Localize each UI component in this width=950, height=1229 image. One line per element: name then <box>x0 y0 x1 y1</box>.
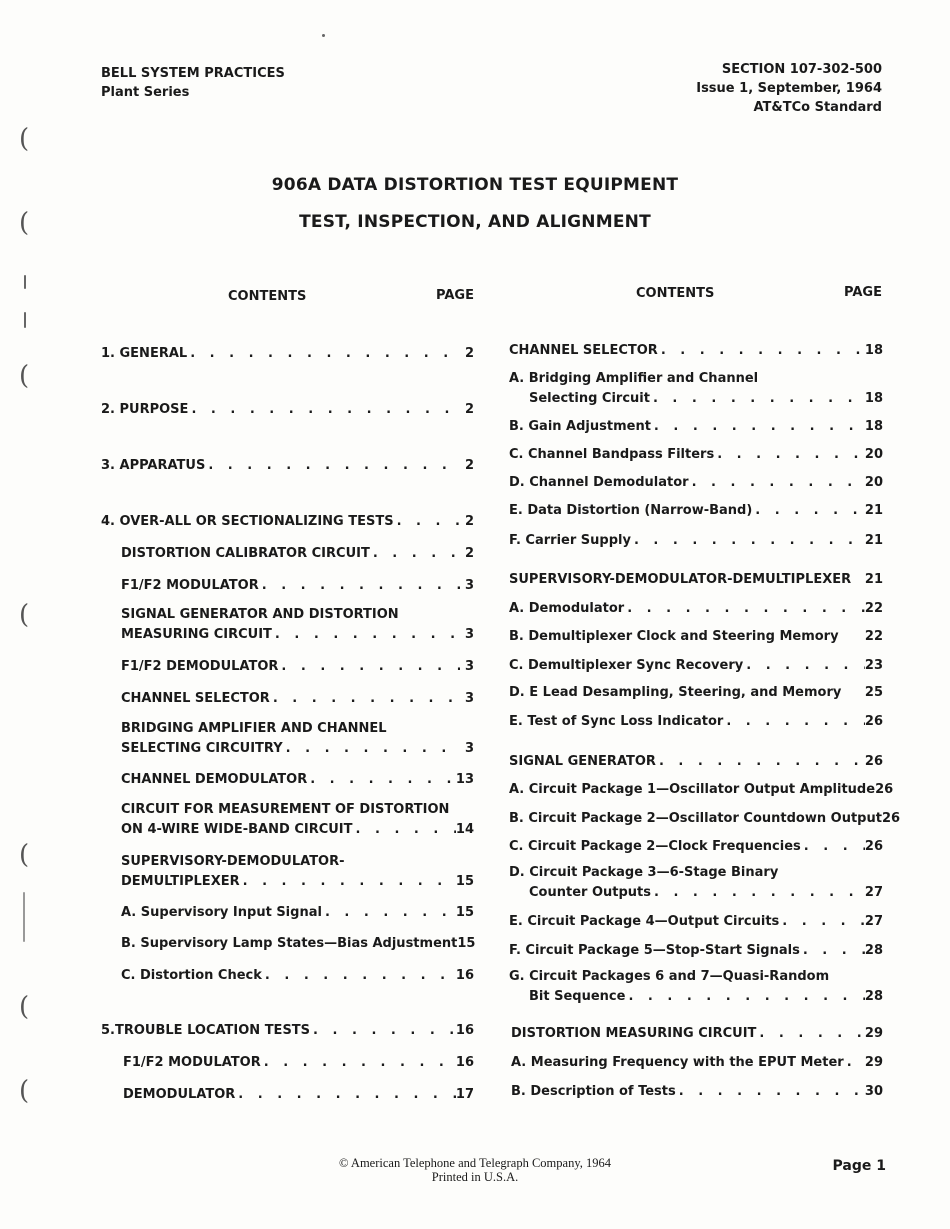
toc-entry-label: C. Demultiplexer Sync Recovery <box>509 658 744 673</box>
toc-entry <box>509 941 883 961</box>
toc-entry-row <box>121 872 474 892</box>
toc-entry-row <box>509 445 883 465</box>
toc-entry-page-number: 21 <box>864 503 883 518</box>
toc-entry-row <box>121 739 474 759</box>
toc-entry-page-number: 26 <box>864 839 883 854</box>
toc-entry-page-number: 28 <box>864 943 883 958</box>
toc-entry <box>509 809 901 829</box>
toc-entry <box>509 341 883 361</box>
toc-leader-dots <box>261 1053 456 1073</box>
toc-entry-label: B. Circuit Package 2—Oscillator Countdown Output <box>509 811 882 826</box>
toc-leader-dots <box>270 689 460 709</box>
toc-entry-row <box>121 689 474 709</box>
toc-entry <box>101 800 474 840</box>
toc-entry-row <box>121 544 474 564</box>
binding-hole-mark: ( <box>19 361 30 391</box>
toc-entry <box>509 912 883 932</box>
toc-leader-dots <box>752 501 865 521</box>
toc-entry <box>509 417 883 437</box>
toc-leader-dots <box>650 389 865 409</box>
toc-entry-label: E. Test of Sync Loss Indicator <box>509 714 724 729</box>
toc-entry-label: C. Circuit Package 2—Clock Frequencies <box>509 839 801 854</box>
toc-entry-page-number: 3 <box>464 627 474 642</box>
toc-entry-row <box>509 712 883 732</box>
toc-entry <box>101 903 474 923</box>
left-page-heading: PAGE <box>436 288 474 303</box>
section-number: SECTION 107-302-500 <box>721 62 882 77</box>
toc-entry-label: Selecting Circuit <box>529 391 650 406</box>
toc-entry-label: F. Circuit Package 5—Stop-Start Signals <box>509 943 800 958</box>
toc-entry <box>101 966 474 986</box>
toc-entry-label: C. Distortion Check <box>121 968 262 983</box>
toc-entry-page-number: 20 <box>864 447 883 462</box>
scan-speck <box>23 892 25 942</box>
toc-entry <box>101 719 474 759</box>
toc-entry-label: SIGNAL GENERATOR <box>509 754 656 769</box>
toc-leader-dots <box>240 872 456 892</box>
toc-entry-label: F1/F2 MODULATOR <box>123 1055 261 1070</box>
toc-entry-row <box>101 344 474 364</box>
toc-entry-page-number: 29 <box>864 1026 883 1041</box>
toc-entry-title-line: CIRCUIT FOR MEASUREMENT OF DISTORTION <box>121 802 450 817</box>
toc-entry-page-number: 23 <box>864 658 883 673</box>
toc-entry <box>509 599 883 619</box>
toc-leader-dots <box>205 456 460 476</box>
binding-hole-mark: ( <box>19 840 30 870</box>
toc-leader-dots <box>235 1085 456 1105</box>
toc-entry-label: CHANNEL SELECTOR <box>509 343 658 358</box>
toc-entry-page-number: 26 <box>864 754 883 769</box>
toc-entry-label: DISTORTION CALIBRATOR CIRCUIT <box>121 546 370 561</box>
toc-leader-dots <box>743 656 865 676</box>
binding-hole-mark: ( <box>19 992 30 1022</box>
toc-entry-page-number: 18 <box>864 419 883 434</box>
toc-entry <box>509 1024 883 1044</box>
toc-leader-dots <box>800 941 865 961</box>
toc-entry-label: 5.TROUBLE LOCATION TESTS <box>101 1023 311 1038</box>
standard-label: AT&TCo Standard <box>753 100 882 115</box>
left-contents-heading: CONTENTS <box>228 289 307 304</box>
toc-entry-title-line: G. Circuit Packages 6 and 7—Quasi-Random <box>509 969 830 984</box>
toc-entry-label: Bit Sequence <box>529 989 626 1004</box>
toc-entry-row <box>121 966 474 986</box>
binding-hole-mark: ( <box>19 600 30 630</box>
toc-leader-dots <box>272 625 460 645</box>
toc-entry-page-number: 13 <box>455 772 474 787</box>
toc-entry-row <box>121 820 474 840</box>
toc-entry-title-line: BRIDGING AMPLIFIER AND CHANNEL <box>121 721 387 736</box>
toc-entry-label: F1/F2 DEMODULATOR <box>121 659 279 674</box>
toc-leader-dots <box>624 599 865 619</box>
toc-entry-page-number: 22 <box>864 601 883 616</box>
toc-entry <box>509 445 883 465</box>
toc-entry-label: D. Channel Demodulator <box>509 475 689 490</box>
toc-entry-label: SUPERVISORY-DEMODULATOR-DEMULTIPLEXER <box>509 572 852 587</box>
toc-entry-title-line: SIGNAL GENERATOR AND DISTORTION <box>121 607 399 622</box>
toc-entry-page-number: 29 <box>864 1055 883 1070</box>
toc-entry <box>101 605 474 645</box>
toc-leader-dots <box>801 837 865 857</box>
toc-entry-page-number: 16 <box>455 1023 474 1038</box>
toc-leader-dots <box>187 344 460 364</box>
toc-entry <box>101 456 474 476</box>
page-number: Page 1 <box>832 1158 886 1174</box>
toc-entry <box>101 689 474 709</box>
footer-copyright <box>0 1156 950 1184</box>
toc-entry-page-number: 26 <box>864 714 883 729</box>
toc-entry-page-number: 2 <box>464 514 474 529</box>
toc-entry-row <box>101 400 474 420</box>
toc-entry-page-number: 2 <box>464 458 474 473</box>
toc-entry-label: Counter Outputs <box>529 885 651 900</box>
toc-entry-label: C. Channel Bandpass Filters <box>509 447 715 462</box>
toc-entry-label: B. Description of Tests <box>511 1084 676 1099</box>
toc-entry-row <box>121 934 474 954</box>
toc-entry <box>509 501 883 521</box>
toc-entry-row <box>509 683 883 703</box>
toc-entry-label: A. Measuring Frequency with the EPUT Meter <box>511 1055 844 1070</box>
toc-entry-page-number: 14 <box>455 822 474 837</box>
toc-entry <box>509 627 883 647</box>
toc-entry <box>101 770 474 790</box>
toc-entry-row <box>511 1053 883 1073</box>
toc-entry-page-number: 3 <box>464 578 474 593</box>
toc-entry-label: ON 4-WIRE WIDE-BAND CIRCUIT <box>121 822 353 837</box>
toc-entry-label: 4. OVER-ALL OR SECTIONALIZING TESTS <box>101 514 394 529</box>
left-toc <box>101 0 474 1229</box>
toc-entry-page-number: 30 <box>864 1084 883 1099</box>
scan-speck <box>24 312 26 328</box>
toc-entry <box>509 369 883 409</box>
toc-entry <box>509 683 883 703</box>
toc-entry-page-number: 25 <box>864 685 883 700</box>
toc-entry-row <box>509 599 883 619</box>
toc-entry-row <box>509 809 901 829</box>
toc-entry-page-number: 28 <box>864 989 883 1004</box>
toc-leader-dots <box>370 544 460 564</box>
toc-leader-dots <box>262 966 456 986</box>
toc-entry-row <box>101 1021 474 1041</box>
toc-entry-page-number: 21 <box>864 572 883 587</box>
toc-entry-row <box>509 501 883 521</box>
toc-entry-page-number: 16 <box>455 968 474 983</box>
toc-entry <box>101 1085 474 1105</box>
toc-entry-page-number: 17 <box>455 1087 474 1102</box>
toc-entry-row <box>509 473 883 493</box>
plant-series: Plant Series <box>101 85 190 100</box>
toc-leader-dots <box>322 903 456 923</box>
toc-leader-dots <box>394 512 460 532</box>
toc-entry <box>509 473 883 493</box>
toc-entry-page-number: 3 <box>464 659 474 674</box>
toc-leader-dots <box>625 987 864 1007</box>
toc-entry-row <box>509 883 883 903</box>
toc-entry <box>509 1053 883 1073</box>
toc-entry <box>101 400 474 420</box>
toc-entry-row <box>509 389 883 409</box>
toc-entry-label: 3. APPARATUS <box>101 458 206 473</box>
toc-entry <box>101 852 474 892</box>
publication-series: BELL SYSTEM PRACTICES <box>101 66 285 81</box>
toc-entry-row <box>509 912 883 932</box>
toc-entry <box>101 657 474 677</box>
toc-leader-dots <box>259 576 460 596</box>
toc-entry-label: B. Gain Adjustment <box>509 419 651 434</box>
toc-entry-label: A. Supervisory Input Signal <box>121 905 322 920</box>
toc-entry-title-line: D. Circuit Package 3—6-Stage Binary <box>509 865 779 880</box>
toc-entry-page-number: 15 <box>455 905 474 920</box>
toc-leader-dots <box>353 820 456 840</box>
toc-leader-dots <box>188 400 460 420</box>
toc-entry-page-number: 18 <box>864 391 883 406</box>
toc-leader-dots <box>278 657 460 677</box>
toc-entry-row <box>121 770 474 790</box>
toc-leader-dots <box>779 912 865 932</box>
binding-hole-mark: ( <box>19 124 30 154</box>
toc-entry <box>509 967 883 1007</box>
toc-entry-row <box>121 657 474 677</box>
toc-entry-page-number: 18 <box>864 343 883 358</box>
toc-entry-page-number: 2 <box>464 546 474 561</box>
toc-entry-page-number: 2 <box>464 402 474 417</box>
toc-entry-row <box>511 1082 883 1102</box>
toc-entry <box>509 837 883 857</box>
toc-entry-label: E. Circuit Package 4—Output Circuits <box>509 914 780 929</box>
toc-entry-row <box>509 837 883 857</box>
document-subtitle: TEST, INSPECTION, AND ALIGNMENT <box>299 212 651 232</box>
toc-entry-page-number: 22 <box>864 629 883 644</box>
toc-entry-label: A. Circuit Package 1—Oscillator Output Amplitude <box>509 782 876 797</box>
toc-leader-dots <box>631 531 865 551</box>
toc-entry-label: SELECTING CIRCUITRY <box>121 741 283 756</box>
printed-line: Printed in U.S.A. <box>431 1170 519 1184</box>
toc-entry <box>509 752 883 772</box>
toc-entry-label: 1. GENERAL <box>101 346 188 361</box>
toc-entry-label: CHANNEL DEMODULATOR <box>121 772 308 787</box>
toc-entry-label: MEASURING CIRCUIT <box>121 627 272 642</box>
toc-entry-row <box>121 576 474 596</box>
toc-entry-label: B. Supervisory Lamp States—Bias Adjustment <box>121 936 458 951</box>
right-page-heading: PAGE <box>844 285 882 300</box>
toc-entry-label: D. E Lead Desampling, Steering, and Memory <box>509 685 842 700</box>
toc-entry-page-number: 15 <box>455 874 474 889</box>
toc-entry-page-number: 27 <box>864 885 883 900</box>
toc-entry-label: CHANNEL SELECTOR <box>121 691 270 706</box>
toc-entry <box>509 712 883 732</box>
toc-leader-dots <box>723 712 865 732</box>
toc-entry-label: DEMULTIPLEXER <box>121 874 240 889</box>
toc-entry <box>509 1082 883 1102</box>
toc-entry-row <box>509 752 883 772</box>
toc-entry-label: A. Demodulator <box>509 601 625 616</box>
toc-entry-row <box>123 1053 474 1073</box>
scan-speck <box>24 275 26 289</box>
toc-entry-row <box>509 987 883 1007</box>
toc-entry <box>101 576 474 596</box>
toc-entry-label: B. Demultiplexer Clock and Steering Memory <box>509 629 839 644</box>
toc-entry-label: 2. PURPOSE <box>101 402 189 417</box>
toc-entry <box>509 531 883 551</box>
right-contents-heading: CONTENTS <box>636 286 715 301</box>
toc-entry-row <box>509 417 883 437</box>
toc-leader-dots <box>689 473 865 493</box>
toc-leader-dots <box>756 1024 864 1044</box>
toc-leader-dots <box>307 770 456 790</box>
toc-entry-title-line: SUPERVISORY-DEMODULATOR- <box>121 854 345 869</box>
toc-entry-label: DISTORTION MEASURING CIRCUIT <box>511 1026 757 1041</box>
toc-entry-page-number: 21 <box>864 533 883 548</box>
toc-leader-dots <box>656 752 865 772</box>
toc-leader-dots <box>310 1021 456 1041</box>
toc-entry-label: E. Data Distortion (Narrow-Band) <box>509 503 753 518</box>
scan-speck <box>322 34 325 37</box>
toc-entry-page-number: 16 <box>455 1055 474 1070</box>
toc-entry-row <box>509 627 883 647</box>
document-title: 906A DATA DISTORTION TEST EQUIPMENT <box>271 175 679 195</box>
binding-hole-mark: ( <box>19 208 30 238</box>
toc-entry <box>101 344 474 364</box>
toc-entry <box>101 1021 474 1041</box>
toc-entry-page-number: 2 <box>464 346 474 361</box>
toc-leader-dots <box>714 445 865 465</box>
toc-entry-row <box>123 1085 474 1105</box>
toc-entry-page-number: 3 <box>464 691 474 706</box>
toc-entry-row <box>509 341 883 361</box>
toc-entry-label: DEMODULATOR <box>123 1087 236 1102</box>
toc-entry-row <box>509 570 883 590</box>
toc-entry <box>101 512 474 532</box>
toc-leader-dots <box>844 1053 865 1073</box>
toc-entry-row <box>101 512 474 532</box>
toc-entry <box>509 863 883 903</box>
toc-entry <box>509 780 894 800</box>
toc-entry-page-number: 3 <box>464 741 474 756</box>
issue-date: Issue 1, September, 1964 <box>696 81 882 96</box>
toc-entry-label: F. Carrier Supply <box>509 533 631 548</box>
toc-leader-dots <box>651 417 865 437</box>
toc-entry <box>101 934 474 954</box>
toc-leader-dots <box>658 341 865 361</box>
toc-leader-dots <box>651 883 865 903</box>
toc-entry-label: F1/F2 MODULATOR <box>121 578 259 593</box>
copyright-line: © American Telephone and Telegraph Company, 1964 <box>338 1156 612 1170</box>
toc-entry-row <box>101 456 474 476</box>
right-toc <box>509 0 901 1229</box>
toc-entry-page-number: 26 <box>881 811 901 826</box>
toc-entry-row <box>511 1024 883 1044</box>
toc-entry-row <box>509 531 883 551</box>
toc-entry-row <box>509 780 894 800</box>
toc-entry <box>509 570 883 590</box>
toc-entry-page-number: 26 <box>875 782 894 797</box>
binding-hole-mark: ( <box>19 1076 30 1106</box>
toc-entry-row <box>121 903 474 923</box>
toc-entry <box>509 656 883 676</box>
toc-entry-page-number: 15 <box>457 936 476 951</box>
toc-entry-page-number: 27 <box>864 914 883 929</box>
toc-entry-row <box>509 656 883 676</box>
toc-entry <box>101 544 474 564</box>
toc-entry-page-number: 20 <box>864 475 883 490</box>
toc-entry-row <box>509 941 883 961</box>
toc-entry-title-line: A. Bridging Amplifier and Channel <box>509 371 759 386</box>
toc-entry <box>101 1053 474 1073</box>
toc-entry-row <box>121 625 474 645</box>
toc-leader-dots <box>283 739 460 759</box>
toc-leader-dots <box>676 1082 865 1102</box>
